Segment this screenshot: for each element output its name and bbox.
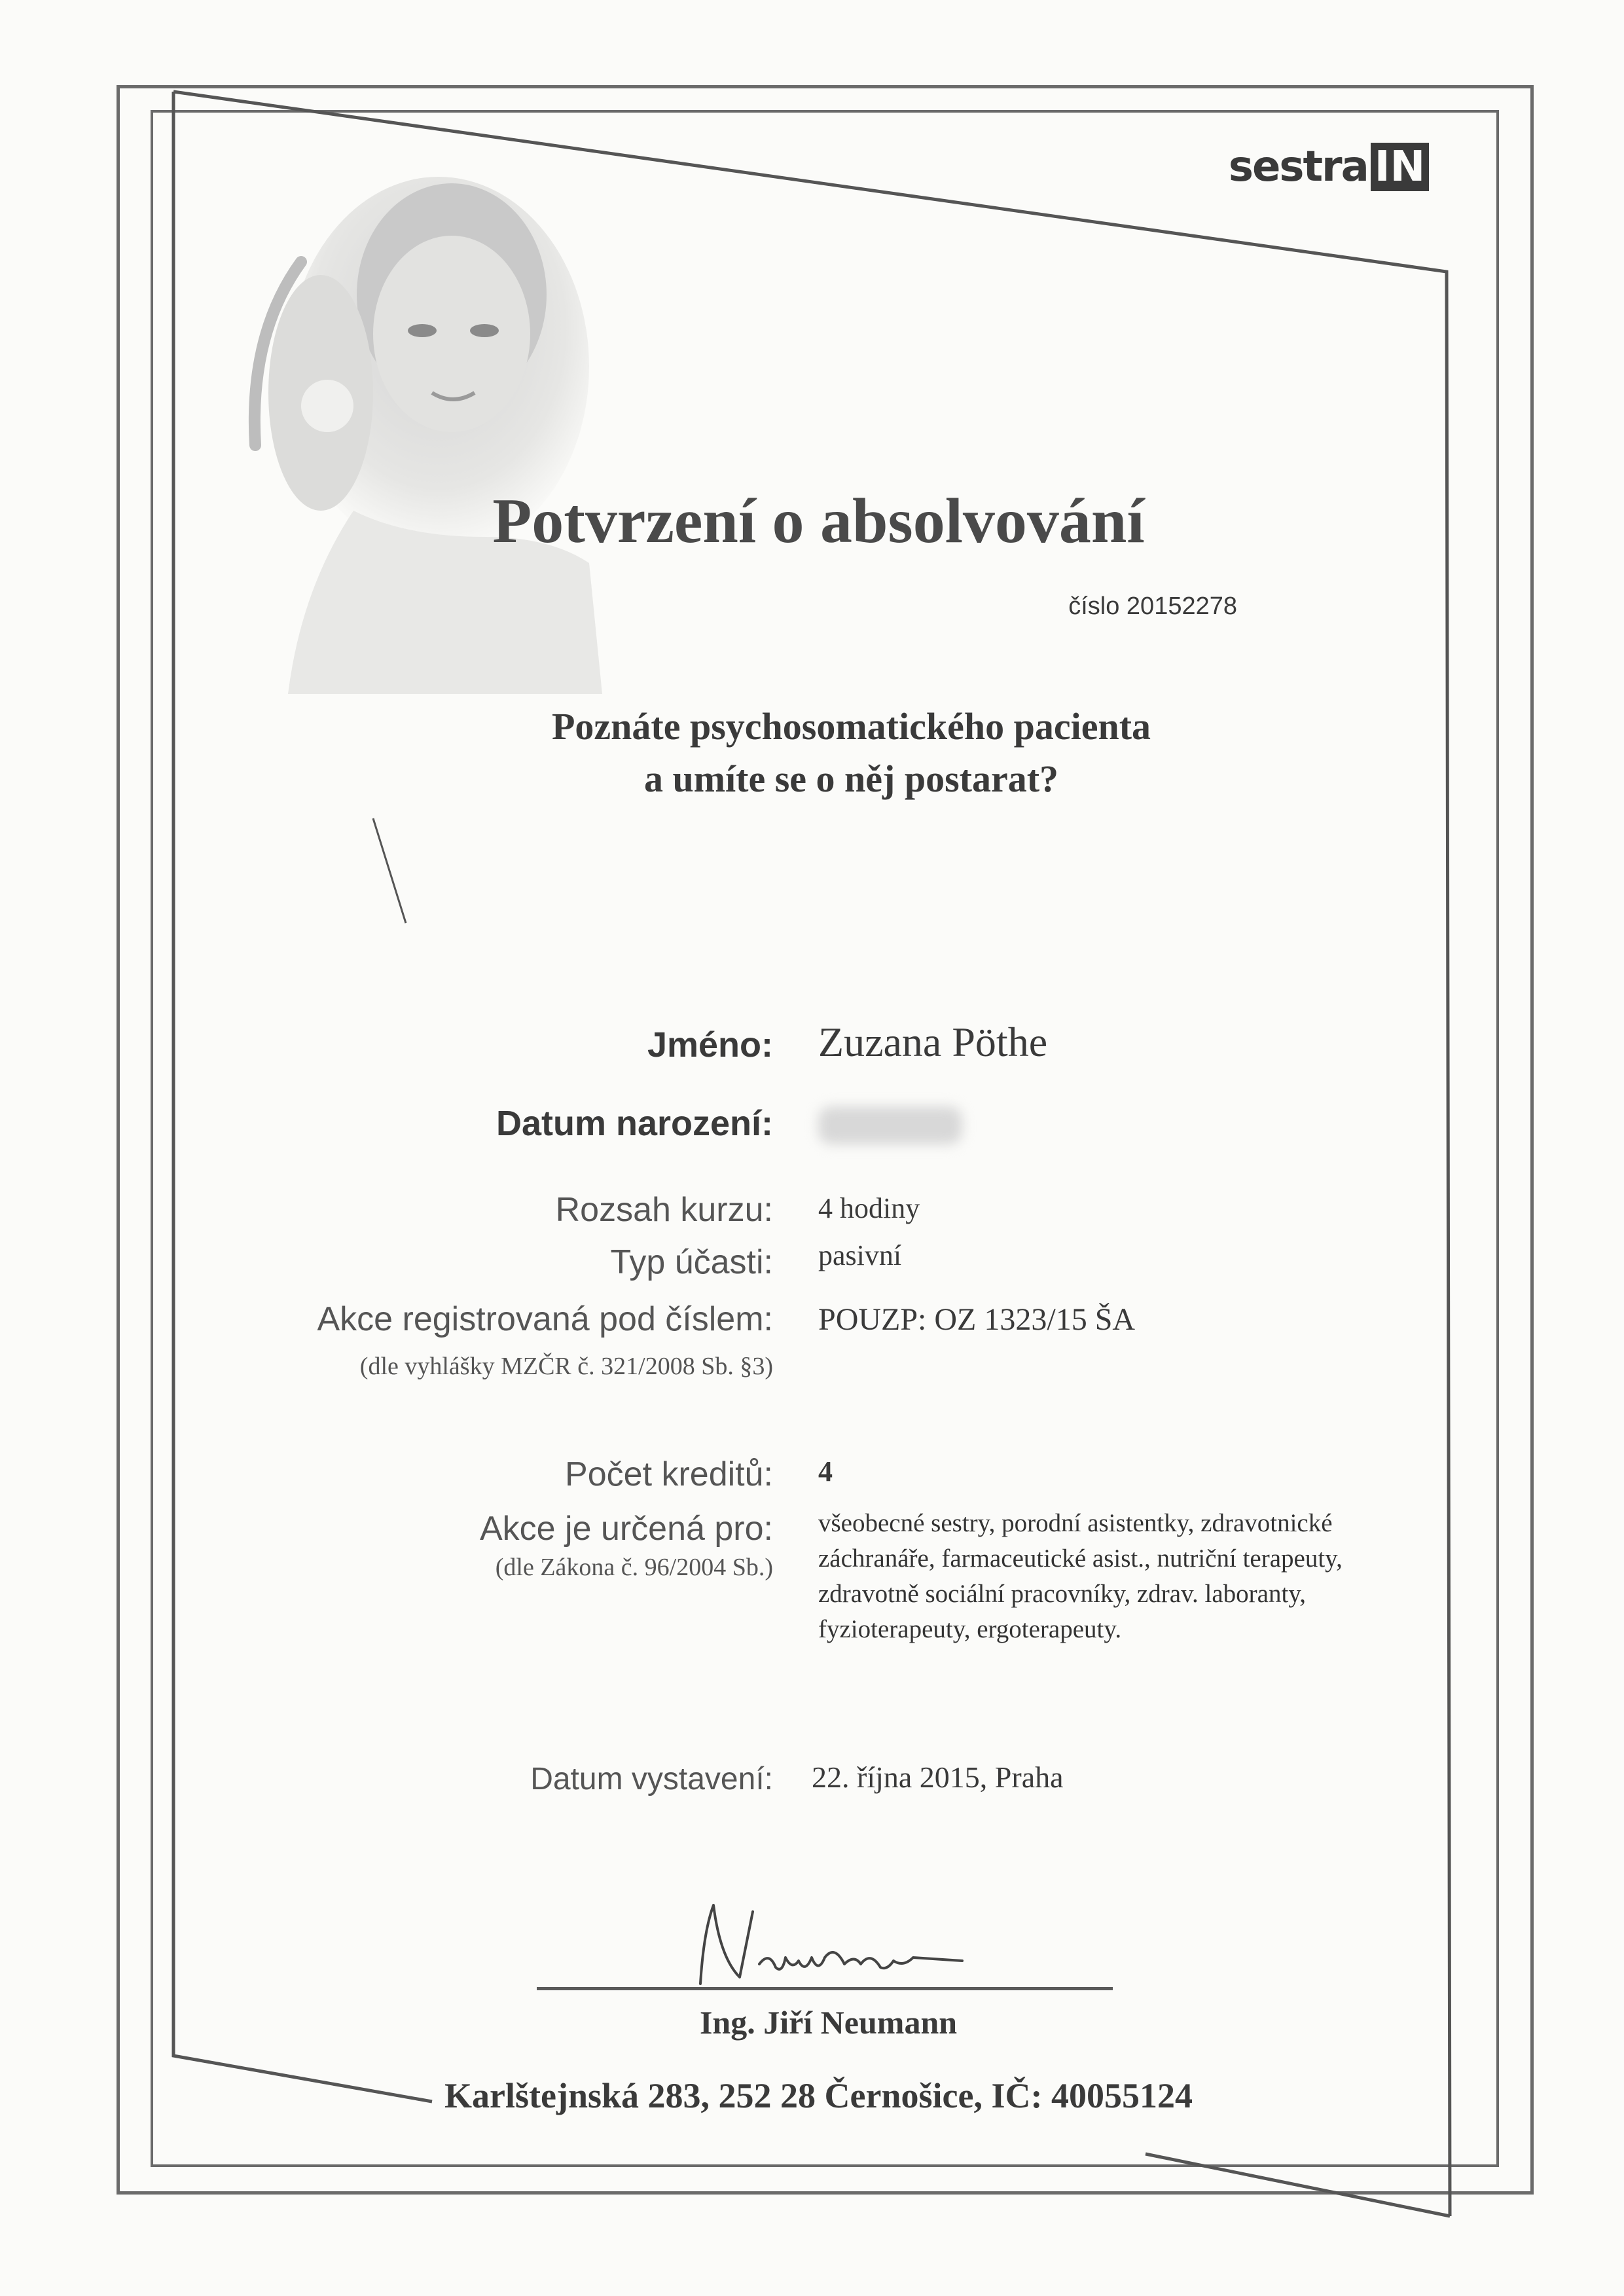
dob-redacted xyxy=(818,1106,962,1144)
credits-label: Počet kreditů: xyxy=(565,1455,773,1493)
course-title-line-2: a umíte se o něj postarat? xyxy=(643,757,1059,800)
course-title-line-1: Poznáte psychosomatického pacienta xyxy=(551,705,1151,748)
certificate-number: číslo 20152278 xyxy=(1068,592,1237,620)
registration-value: POUZP: OZ 1323/15 ŠA xyxy=(818,1302,1136,1337)
participation-value: pasivní xyxy=(818,1239,902,1271)
course-title xyxy=(0,701,1624,805)
credits-value: 4 xyxy=(818,1455,833,1487)
signature-line xyxy=(537,1987,1113,1990)
signer-name: Ing. Jiří Neumann xyxy=(699,2004,958,2041)
sestrain-logo xyxy=(1224,131,1434,203)
signature xyxy=(687,1892,975,1990)
target-audience: všeobecné sestry, porodní asistentky, zdravotnické záchranáře, farmaceutické asist., nutriční terapeuty, zdravotně sociální pracovníky, zdrav. laboranty, fyzioterapeuty, ergoterapeuty. xyxy=(818,1509,1343,1643)
scope-label: Rozsah kurzu: xyxy=(555,1191,773,1229)
issue-date-value: 22. října 2015, Praha xyxy=(812,1760,1064,1794)
logo-text: sestra xyxy=(1228,143,1368,191)
registration-label: Akce registrovaná pod číslem: xyxy=(317,1300,773,1338)
participation-label: Typ účasti: xyxy=(610,1243,773,1281)
address: Karlštejnská 283, 252 28 Černošice, IČ: 40055124 xyxy=(444,2076,1193,2115)
scope-value: 4 hodiny xyxy=(818,1192,920,1224)
issue-date-label: Datum vystavení: xyxy=(530,1762,773,1796)
nurse-photo xyxy=(209,170,602,694)
registration-note: (dle vyhlášky MZČR č. 321/2008 Sb. §3) xyxy=(359,1353,773,1380)
target-label: Akce je určená pro: xyxy=(479,1510,773,1548)
logo-suffix: IN xyxy=(1371,143,1429,191)
dob-label: Datum narození: xyxy=(496,1104,773,1143)
name-label: Jméno: xyxy=(647,1025,773,1065)
name-value: Zuzana Pöthe xyxy=(818,1019,1048,1065)
page-title: Potvrzení o absolvování xyxy=(492,486,1145,556)
target-note: (dle Zákona č. 96/2004 Sb.) xyxy=(495,1554,773,1581)
